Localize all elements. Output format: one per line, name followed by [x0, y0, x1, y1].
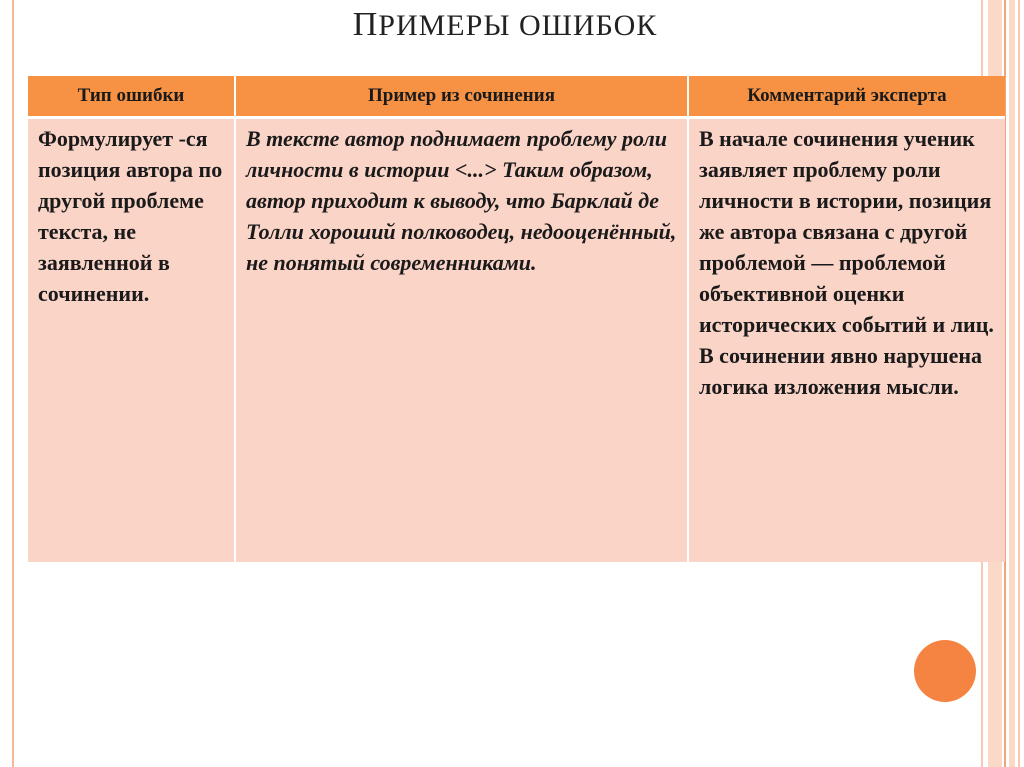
header-example: Пример из сочинения: [236, 76, 689, 119]
cell-expert-comment: В начале сочинения ученик заявляет проблему роли личности в истории, позиция же автора связана с другой проблемой — проблемой объективной оценки исторических событий и лиц. В сочинении явно нарушена логика изложения мысли.: [689, 119, 1005, 562]
slide-title-initial: П: [352, 6, 379, 43]
slide-title: [0, 6, 980, 44]
header-error-type: Тип ошибки: [28, 76, 236, 119]
errors-table: [28, 76, 1005, 562]
decorative-circle: [914, 640, 976, 702]
right-decor-stripe: [1009, 0, 1015, 767]
cell-example: В тексте автор поднимает проблему роли личности в истории <...> Таким образом, автор приходит к выводу, что Барклай де Толли хороший полководец, недооценённый, не понятый современниками.: [236, 119, 689, 562]
table-row: [28, 119, 1005, 562]
slide-title-rest: РИМЕРЫ ОШИБОК: [378, 9, 658, 42]
cell-error-type: Формулирует -ся позиция автора по другой проблеме текста, не заявленной в сочинении.: [28, 119, 236, 562]
left-border-line: [12, 0, 14, 767]
table-header-row: [28, 76, 1005, 119]
header-expert-comment: Комментарий эксперта: [689, 76, 1005, 119]
right-decor-stripe: [1018, 0, 1020, 767]
